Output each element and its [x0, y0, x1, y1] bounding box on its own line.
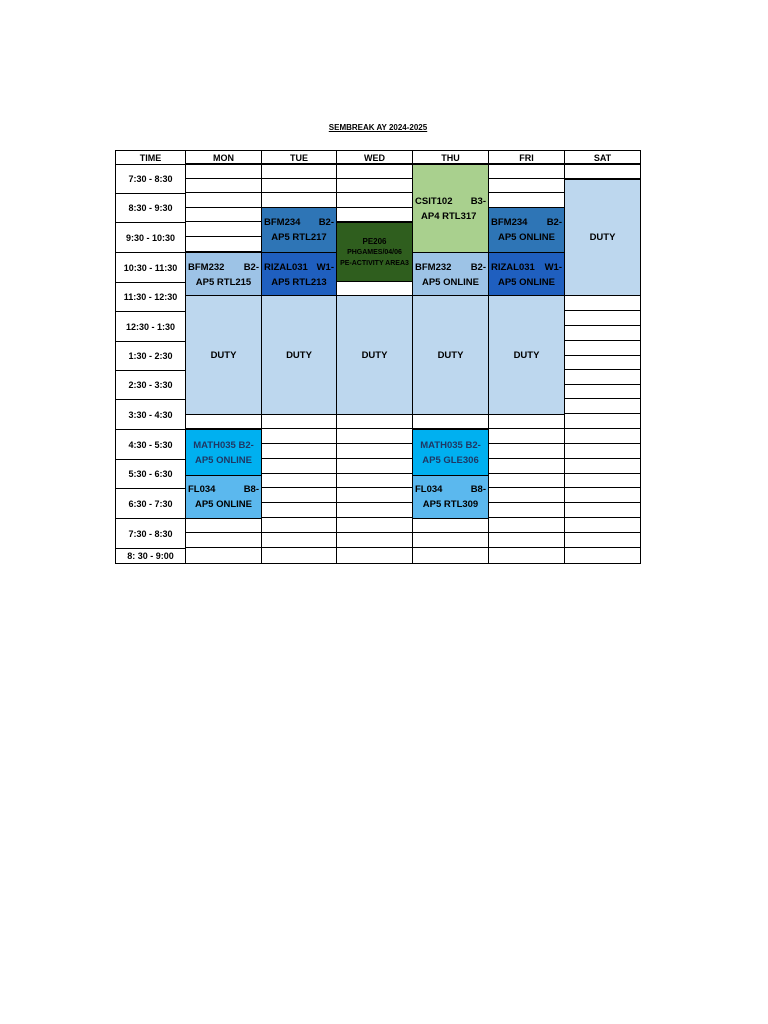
time-slot: 1:30 - 2:30 [115, 341, 186, 371]
grid-cell [185, 547, 262, 564]
grid-cell [564, 547, 641, 564]
grid-cell [564, 473, 641, 488]
grid-cell [564, 443, 641, 459]
grid-cell [261, 487, 337, 503]
grid-cell [261, 443, 337, 459]
time-slot: 2:30 - 3:30 [115, 370, 186, 400]
header-sat: SAT [564, 150, 641, 165]
grid-cell [488, 192, 565, 208]
grid-cell [261, 192, 337, 208]
grid-cell [488, 443, 565, 459]
duty-block-fri: DUTY [488, 295, 565, 415]
grid-cell [488, 517, 565, 533]
grid-cell [488, 163, 565, 179]
grid-cell [185, 207, 262, 222]
grid-cell [564, 310, 641, 326]
time-slot: 9:30 - 10:30 [115, 222, 186, 253]
class-block-bfm234-fri: BFM234 B2- AP5 ONLINE [488, 207, 565, 253]
grid-cell [564, 325, 641, 341]
grid-cell [336, 547, 413, 564]
class-block-rizal031-tue: RIZAL031 W1- AP5 RTL213 [261, 252, 337, 296]
grid-cell [488, 532, 565, 548]
time-slot: 7:30 - 8:30 [115, 518, 186, 549]
grid-cell [261, 517, 337, 533]
grid-cell [564, 532, 641, 548]
grid-cell [336, 413, 413, 429]
grid-cell [185, 192, 262, 208]
class-block-math035-thu: MATH035 B2- AP5 GLE306 [412, 429, 489, 476]
grid-cell [488, 547, 565, 564]
class-block-fl034-mon: FL034 B8- AP5 ONLINE [185, 475, 262, 519]
time-slot: 7:30 - 8:30 [115, 164, 186, 194]
grid-cell [412, 532, 489, 548]
grid-cell [564, 413, 641, 429]
duty-block-thu: DUTY [412, 295, 489, 415]
duty-block-tue: DUTY [261, 295, 337, 415]
time-slot: 11:30 - 12:30 [115, 282, 186, 312]
grid-cell [564, 517, 641, 533]
grid-cell [261, 413, 337, 429]
grid-cell [185, 163, 262, 179]
grid-cell [564, 502, 641, 518]
grid-cell [336, 163, 413, 179]
grid-cell [336, 192, 413, 208]
grid-cell [564, 163, 641, 179]
grid-cell [412, 547, 489, 564]
grid-cell [336, 281, 413, 296]
grid-cell [488, 502, 565, 518]
grid-cell [564, 340, 641, 356]
time-slot: 6:30 - 7:30 [115, 488, 186, 519]
grid-cell [488, 413, 565, 429]
grid-cell [336, 428, 413, 444]
grid-cell [261, 458, 337, 474]
grid-cell [564, 458, 641, 474]
grid-cell [336, 207, 413, 222]
time-slot: 5:30 - 6:30 [115, 459, 186, 489]
class-block-fl034-thu: FL034 B8- AP5 RTL309 [412, 475, 489, 519]
grid-cell [261, 178, 337, 193]
time-slot: 8: 30 - 9:00 [115, 548, 186, 564]
grid-cell [336, 502, 413, 518]
grid-cell [261, 473, 337, 488]
header-wed: WED [336, 150, 413, 165]
class-block-csit102: CSIT102 B3- AP4 RTL317 [412, 164, 489, 253]
grid-cell [336, 178, 413, 193]
grid-cell [564, 428, 641, 444]
grid-cell [564, 384, 641, 399]
grid-cell [336, 458, 413, 474]
class-block-bfm232-thu: BFM232 B2- AP5 ONLINE [412, 252, 489, 296]
grid-cell [564, 398, 641, 414]
grid-cell [336, 443, 413, 459]
grid-cell [336, 532, 413, 548]
time-slot: 3:30 - 4:30 [115, 399, 186, 430]
grid-cell [564, 487, 641, 503]
duty-block-sat: DUTY [564, 179, 641, 296]
grid-cell [261, 532, 337, 548]
grid-cell [261, 428, 337, 444]
class-block-math035-mon: MATH035 B2- AP5 ONLINE [185, 429, 262, 476]
grid-cell [336, 487, 413, 503]
grid-cell [488, 487, 565, 503]
header-mon: MON [185, 150, 262, 165]
grid-cell [488, 178, 565, 193]
grid-cell [564, 369, 641, 385]
grid-cell [261, 547, 337, 564]
grid-cell [185, 532, 262, 548]
header-thu: THU [412, 150, 489, 165]
grid-cell [185, 178, 262, 193]
class-block-pe206: PE206 PHGAMES/04/06 PE-ACTIVITY AREA3 [336, 222, 413, 282]
grid-cell [488, 428, 565, 444]
grid-cell [185, 221, 262, 237]
grid-cell [336, 517, 413, 533]
grid-cell [336, 473, 413, 488]
class-block-rizal031-fri: RIZAL031 W1- AP5 ONLINE [488, 252, 565, 296]
grid-cell [185, 413, 262, 429]
grid-cell [185, 517, 262, 533]
grid-cell [564, 355, 641, 370]
time-slot: 8:30 - 9:30 [115, 193, 186, 223]
time-slot: 10:30 - 11:30 [115, 252, 186, 283]
grid-cell [564, 295, 641, 311]
duty-block-mon: DUTY [185, 295, 262, 415]
header-tue: TUE [261, 150, 337, 165]
grid-cell [488, 458, 565, 474]
duty-block-wed: DUTY [336, 295, 413, 415]
grid-cell [261, 502, 337, 518]
class-block-bfm234-tue: BFM234 B2- AP5 RTL217 [261, 207, 337, 253]
time-slot: 4:30 - 5:30 [115, 429, 186, 460]
grid-cell [412, 517, 489, 533]
header-fri: FRI [488, 150, 565, 165]
class-block-bfm232-mon: BFM232 B2- AP5 RTL215 [185, 252, 262, 296]
schedule-grid [115, 150, 641, 564]
time-slot: 12:30 - 1:30 [115, 311, 186, 342]
schedule-title: SEMBREAK AY 2024-2025 [328, 123, 428, 132]
grid-cell [488, 473, 565, 488]
grid-cell [412, 413, 489, 429]
grid-cell [261, 163, 337, 179]
grid-cell [185, 236, 262, 252]
header-time: TIME [115, 150, 186, 165]
